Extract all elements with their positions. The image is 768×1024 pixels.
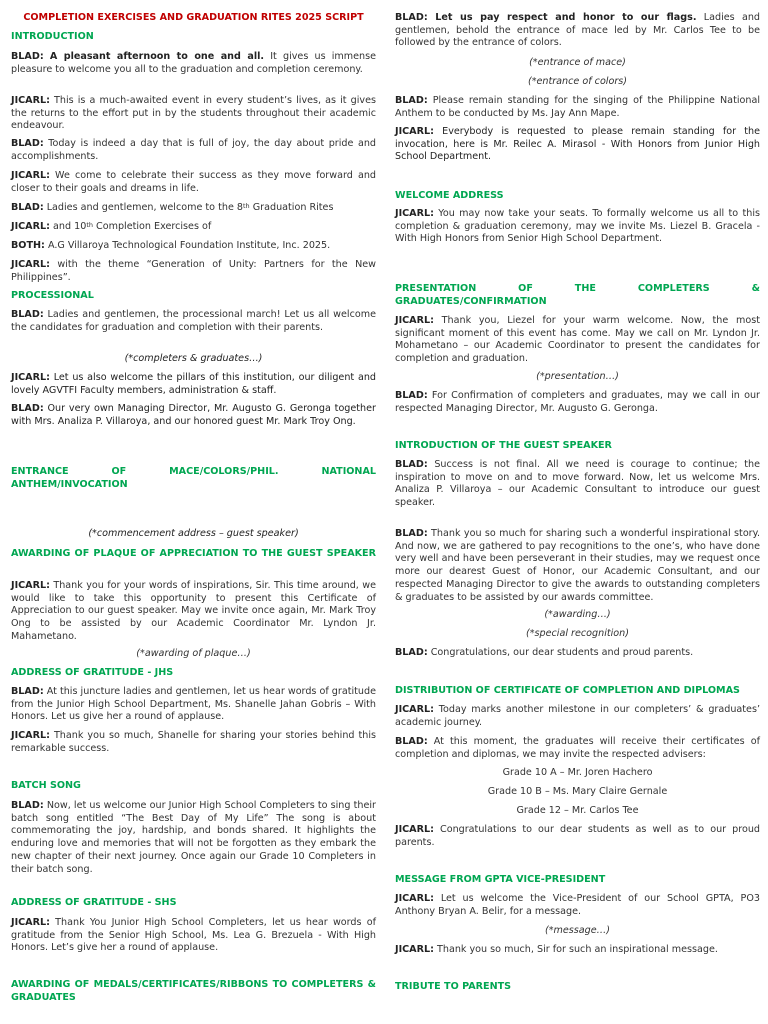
document-title: COMPLETION EXERCISES AND GRADUATION RITES 2025 SCRIPT (23, 12, 364, 23)
script-line (11, 730, 376, 755)
adviser-line: Grade 10 B – Ms. Mary Claire Gernale (487, 786, 668, 797)
speaker-label: JICARL: (11, 372, 50, 383)
heading-distribution: DISTRIBUTION OF CERTIFICATE OF COMPLETION AND DIPLOMAS (395, 685, 740, 696)
heading-introduction: INTRODUCTION (11, 31, 94, 42)
script-line (395, 824, 760, 849)
heading-gpta: MESSAGE FROM GPTA VICE-PRESIDENT (395, 874, 606, 885)
line-text: Today is indeed a day that is full of joy, the day about pride and accomplishments. (11, 138, 376, 162)
script-line (11, 138, 376, 163)
adviser-line: Grade 12 – Mr. Carlos Tee (516, 805, 639, 816)
line-text: Ladies and gentlemen, welcome to the 8 (43, 202, 243, 213)
adviser-line: Grade 10 A – Mr. Joren Hachero (502, 767, 653, 778)
speaker-label: JICARL: (395, 824, 434, 835)
line-text: and 10 (49, 221, 87, 232)
script-line (11, 309, 376, 334)
line-text: Completion Exercises of (92, 221, 212, 232)
speaker-label: BOTH: (11, 240, 45, 251)
script-line (395, 528, 760, 604)
line-text: Thank you for your words of inspirations, Sir. This time around, we would like to take this opportunity to present this Certificate of Appreciation to our guest speaker. May we invite once again, Mr. Mark Troy Ong to be assisted by our Academic Coordinator Mr. Lyndon Jr. Mahametano. (11, 580, 376, 642)
heading-welcome: WELCOME ADDRESS (395, 190, 504, 201)
script-line (395, 893, 760, 918)
speaker-label: JICARL: (11, 259, 50, 270)
line-text: It gives us immense pleasure to welcome you all to the graduation and completion ceremony. (11, 51, 376, 75)
script-line (11, 372, 376, 397)
script-line (11, 259, 376, 284)
ordinal-suffix: th (86, 221, 93, 229)
speaker-label: JICARL: (395, 893, 434, 904)
heading-gratitude-jhs: ADDRESS OF GRATITUDE - JHS (11, 667, 174, 678)
line-text: Graduation Rites (249, 202, 334, 213)
line-text: We come to celebrate their success as they move forward and closer to their goals and dreams in life. (11, 170, 376, 194)
script-line (395, 459, 760, 510)
line-text: Thank You Junior High School Completers, let us hear words of gratitude from the Senior High School, Ms. Lea G. Brezuela - With High Honors. Let’s give her a round of applause. (11, 917, 376, 954)
script-line (395, 95, 760, 120)
speaker-label: BLAD: (395, 528, 428, 539)
heading-medals: AWARDING OF MEDALS/CERTIFICATES/RIBBONS TO COMPLETERS & GRADUATES (11, 979, 376, 1003)
speaker-label: BLAD: (11, 686, 44, 697)
heading-batch-song: BATCH SONG (11, 780, 81, 791)
line-text: For Confirmation of completers and graduates, may we call in our respected Managing Director, Mr. Augusto G. Geronga. (395, 390, 760, 414)
script-line (395, 315, 760, 366)
speaker-label: BLAD: (11, 403, 44, 414)
line-text: Let us welcome the Vice-President of our School GPTA, PO3 Anthony Bryan A. Belir, for a message. (395, 893, 760, 917)
stage-direction: (*presentation…) (536, 371, 619, 382)
line-text: Thank you so much, Shanelle for sharing your stories behind this remarkable success. (11, 730, 376, 754)
speaker-label: JICARL: (395, 315, 434, 326)
line-text: with the theme “Generation of Unity: Partners for the New Philippines”. (11, 259, 376, 283)
line-text: At this juncture ladies and gentlemen, let us hear words of gratitude from the Junior High School Department, Ms. Shanelle Jahan Gobris – With Honors. Let us give her a round of applause. (11, 686, 376, 723)
line-text: Success is not final. All we need is courage to continue; the inspiration to move on and to move forward. Now, let us welcome Mrs. Analiza P. Villaroya – our Academic Consultant to introduce our guest speaker. (395, 459, 760, 509)
script-line (11, 686, 376, 724)
line-text: Everybody is requested to please remain standing for the invocation, here is Mr. Reilec A. Mirasol - With Honors from Junior High School Department. (395, 126, 760, 163)
script-line (11, 202, 376, 215)
line-text: At this moment, the graduates will receive their certificates of completion and diplomas, we may invite the respected advisers: (395, 736, 760, 760)
speaker-label: JICARL: (395, 208, 434, 219)
line-text: Please remain standing for the singing of the Philippine National Anthem to be conducted by Ms. Jay Ann Mape. (395, 95, 760, 119)
script-line (395, 390, 760, 415)
line-text: A.G Villaroya Technological Foundation Institute, Inc. 2025. (44, 240, 331, 251)
line-text: This is a much-awaited event in every student’s lives, as it gives the returns to the effort put in by the students throughout their academic endeavour. (11, 95, 376, 132)
speaker-label: JICARL: (395, 126, 434, 137)
line-text: Thank you so much, Sir for such an inspirational message. (433, 944, 718, 955)
line-text: Our very own Managing Director, Mr. Augusto G. Geronga together with Mrs. Analiza P. Villaroya, and our honored guest Mr. Mark Troy Ong. (11, 403, 376, 427)
line-text: Thank you, Liezel for your warm welcome. Now, the most significant moment of this event has come. May we call on Mr. Lyndon Jr. Mohametano – our Academic Coordinator to present the candidates for completion and graduation. (395, 315, 760, 365)
speaker-label: BLAD: (395, 95, 428, 106)
script-line (11, 800, 376, 876)
speaker-label: JICARL: (395, 704, 434, 715)
script-line (11, 580, 376, 644)
stage-direction: (*entrance of colors) (527, 76, 628, 87)
line-text: You may now take your seats. To formally welcome us all to this completion & graduation ceremony, may we invite Ms. Liezel B. Gracela - With High Honors from Senior High School Department. (395, 208, 760, 245)
script-line (11, 170, 376, 195)
emphasis-text: Let us pay respect and honor to our flags. (427, 12, 697, 23)
speaker-label: JICARL: (11, 95, 50, 106)
heading-gratitude-shs: ADDRESS OF GRATITUDE - SHS (11, 897, 177, 908)
stage-direction: (*commencement address – guest speaker) (88, 528, 299, 539)
line-text: Thank you so much for sharing such a wonderful inspirational story. And now, we are gathered to pay recognitions to the one’s, who have done very well and have been perseverant in their studies, may we request once more our dearest Guest of Honor, our Academic Consultant, and our respected Managing Director to give the awards to outstanding completers & graduates to be assisted by our awards committee. (395, 528, 760, 603)
line-text: Let us also welcome the pillars of this institution, our diligent and lovely AGVTFI Faculty members, administration & staff. (11, 372, 376, 396)
speaker-label: BLAD: (11, 138, 44, 149)
line-text: Now, let us welcome our Junior High School Completers to sing their batch song entitled “The Best Day of My Life” The song is about commemorating the joy, hardship, and bonds shared. It highlights the enduring love and memories that will not be forgotten as they embark the new chapter of their next journey. Once again our Grade 10 Completers in their batch song. (11, 800, 376, 875)
script-line (395, 736, 760, 761)
line-text: Ladies and gentlemen, behold the entrance of mace led by Mr. Carlos Tee to be followed by the entrance of colors. (395, 12, 760, 49)
heading-processional: PROCESSIONAL (11, 290, 94, 301)
line-text: Today marks another milestone in our completers’ & graduates’ academic journey. (395, 704, 760, 728)
heading-entrance: ENTRANCE OF MACE/COLORS/PHIL. NATIONAL ANTHEM/INVOCATION (11, 466, 376, 490)
speaker-label: BLAD: (395, 12, 428, 23)
speaker-label: JICARL: (11, 221, 50, 232)
speaker-label: JICARL: (395, 944, 434, 955)
stage-direction: (*special recognition) (525, 628, 629, 639)
ordinal-suffix: th (243, 202, 250, 210)
speaker-label: BLAD: (395, 390, 428, 401)
script-line (11, 51, 376, 76)
script-line (11, 240, 376, 253)
heading-guest-speaker: INTRODUCTION OF THE GUEST SPEAKER (395, 440, 612, 451)
stage-direction: (*message…) (545, 925, 610, 936)
speaker-label: BLAD: (395, 647, 428, 658)
script-line (395, 12, 760, 50)
line-text: Ladies and gentlemen, the processional march! Let us all welcome the candidates for graduation and completion with their parents. (11, 309, 376, 333)
speaker-label: BLAD: (395, 459, 428, 470)
script-line (11, 221, 376, 234)
stage-direction: (*entrance of mace) (529, 57, 626, 68)
line-text: Congratulations, our dear students and proud parents. (427, 647, 694, 658)
line-text: Congratulations to our dear students as well as to our proud parents. (395, 824, 760, 848)
speaker-label: JICARL: (11, 730, 50, 741)
script-line (11, 95, 376, 133)
heading-plaque: AWARDING OF PLAQUE OF APPRECIATION TO THE GUEST SPEAKER (11, 548, 376, 559)
speaker-label: BLAD: (395, 736, 428, 747)
speaker-label: BLAD: (11, 51, 44, 62)
emphasis-text: A pleasant afternoon to one and all. (49, 51, 265, 62)
speaker-label: JICARL: (11, 170, 50, 181)
script-line (395, 208, 760, 246)
script-line (11, 917, 376, 955)
script-line (395, 704, 760, 729)
speaker-label: JICARL: (11, 580, 50, 591)
heading-tribute: TRIBUTE TO PARENTS (395, 981, 512, 992)
stage-direction: (*completers & graduates…) (124, 353, 263, 364)
script-line (395, 647, 760, 660)
script-line (11, 403, 376, 428)
speaker-label: BLAD: (11, 202, 44, 213)
speaker-label: BLAD: (11, 309, 44, 320)
stage-direction: (*awarding…) (544, 609, 611, 620)
script-line (395, 126, 760, 164)
speaker-label: BLAD: (11, 800, 44, 811)
speaker-label: JICARL: (11, 917, 50, 928)
heading-presentation: PRESENTATION OF THE COMPLETERS & GRADUATES/CONFIRMATION (395, 283, 760, 307)
script-line (395, 944, 760, 957)
stage-direction: (*awarding of plaque…) (136, 648, 251, 659)
